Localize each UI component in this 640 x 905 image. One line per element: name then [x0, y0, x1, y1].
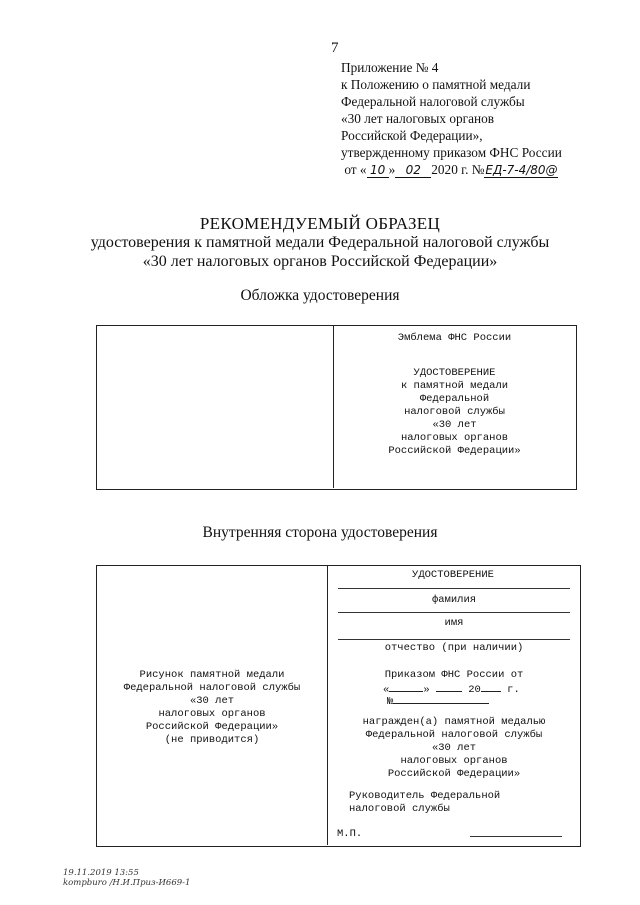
cover-line-5: «30 лет: [432, 419, 477, 431]
cover-line-4: налоговой службы: [404, 406, 505, 418]
awarded-line-3: «30 лет: [431, 742, 477, 754]
awarded-line-2: Федеральной налоговой службы: [365, 729, 543, 741]
cover-emblem: Эмблема ФНС России: [397, 332, 512, 344]
document-subtitle-2: «30 лет налоговых органов Российской Федерации»: [142, 253, 498, 270]
appendix-line-1: Приложение № 4: [341, 60, 439, 75]
appendix-block: [341, 59, 562, 178]
inner-divider: [327, 565, 328, 845]
document-subtitle-1: удостоверения к памятной медали Федеральной налоговой службы: [90, 234, 550, 251]
order-year-prefix: 20: [468, 684, 481, 696]
patronymic-line: [338, 639, 570, 640]
inner-left-line-3: «30 лет: [189, 695, 235, 707]
awarded-line-1: награжден(а) памятной медалью: [362, 716, 546, 728]
awarded-line-4: налоговых органов: [400, 755, 508, 767]
date-month: 02: [395, 164, 431, 178]
order-number-row: [387, 693, 489, 709]
name-line: [338, 612, 570, 613]
awarded-line-5: Российской Федерации»: [387, 768, 521, 780]
cover-line-2: к памятной медали: [400, 380, 509, 392]
order-number: ЕД-7-4/80@: [485, 163, 558, 177]
document-title: РЕКОМЕНДУЕМЫЙ ОБРАЗЕЦ: [199, 214, 441, 233]
date-prefix: от «: [344, 162, 367, 177]
date-day: 10: [367, 164, 389, 178]
inner-left-line-6: (не приводится): [164, 734, 260, 746]
date-year: 2020 г. №: [431, 162, 485, 177]
inner-right-title: УДОСТОВЕРЕНИЕ: [412, 569, 494, 581]
patronymic-label: отчество (при наличии): [384, 642, 524, 654]
surname-label: фамилия: [431, 594, 477, 606]
order-number-sign: №: [387, 696, 394, 708]
name-label: имя: [444, 617, 464, 629]
page-number: 7: [331, 40, 339, 56]
seal-label: М.П.: [337, 828, 363, 840]
cover-line-3: Федеральной: [419, 393, 490, 405]
inner-left-line-2: Федеральной налоговой службы: [123, 682, 301, 694]
inner-heading: Внутренняя сторона удостоверения: [202, 524, 438, 541]
inner-left-line-1: Рисунок памятной медали: [139, 669, 285, 681]
order-date-q2: »: [423, 684, 430, 696]
order-date-q1: «: [383, 684, 390, 696]
footer-filename: kompburo /Н.И.Приз-И669-1: [63, 878, 191, 888]
cover-line-6: налоговых органов: [400, 432, 509, 444]
footer-timestamp: 19.11.2019 13:55: [63, 868, 139, 878]
inner-left-line-4: налоговых органов: [158, 708, 266, 720]
appendix-line-2: к Положению о памятной медали: [341, 77, 531, 92]
order-label: Приказом ФНС России от: [384, 669, 524, 681]
cover-heading: Обложка удостоверения: [240, 287, 400, 304]
date-mid: »: [388, 162, 396, 177]
surname-line: [338, 588, 570, 589]
appendix-line-6: утвержденному приказом ФНС России: [341, 145, 562, 160]
head-line-2: налоговой службы: [349, 803, 450, 815]
footer: [63, 868, 190, 888]
signature-line: [470, 836, 562, 837]
appendix-line-5: Российской Федерации»,: [341, 128, 483, 143]
inner-left-line-5: Российской Федерации»: [145, 721, 279, 733]
appendix-line-3: Федеральной налоговой службы: [341, 94, 525, 109]
appendix-line-4: «30 лет налоговых органов: [341, 111, 495, 126]
head-line-1: Руководитель Федеральной: [349, 790, 501, 802]
appendix-date-line: [341, 161, 562, 178]
cover-line-1: УДОСТОВЕРЕНИЕ: [413, 367, 496, 379]
order-year-suffix: г.: [507, 684, 520, 696]
cover-line-7: Российской Федерации»: [388, 445, 521, 457]
